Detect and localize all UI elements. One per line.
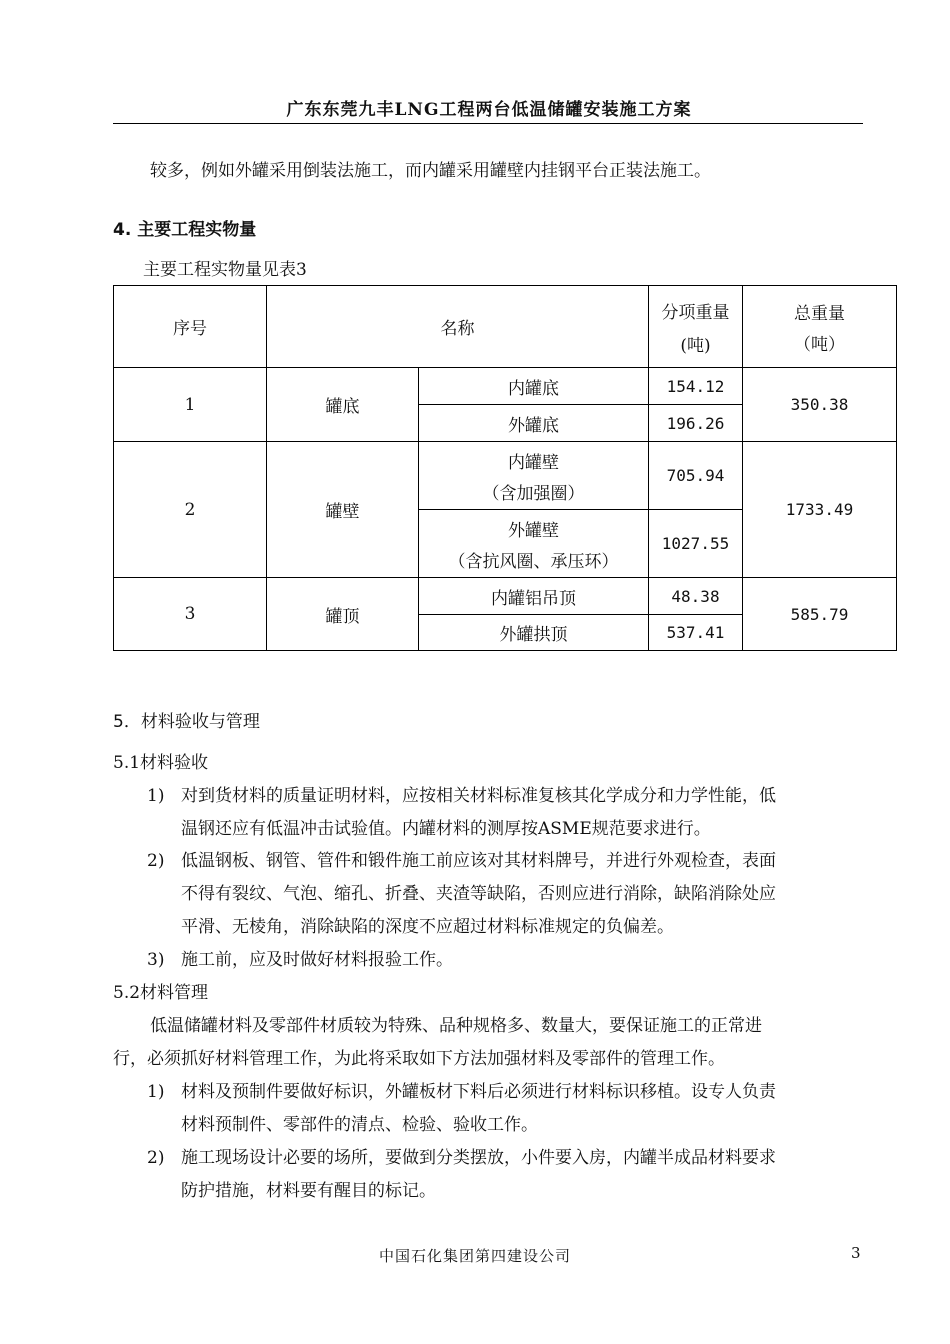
group-total-cell: 585.79: [743, 578, 897, 651]
table-row: [114, 578, 897, 615]
paragraph-line: 低温储罐材料及零部件材质较为特殊、品种规格多、数量大，要保证施工的正常进: [150, 1016, 762, 1036]
list-item: [147, 944, 863, 977]
list-number: 3): [147, 950, 165, 970]
item-name-cell: [419, 442, 649, 510]
table-header-row: [114, 286, 897, 368]
table-row: [114, 442, 897, 510]
list-text-line: 对到货材料的质量证明材料，应按相关材料标准复核其化学成分和力学性能，低: [181, 786, 776, 806]
list-text-line: 材料及预制件要做好标识，外罐板材下料后必须进行材料标识移植。设专人负责: [181, 1082, 776, 1102]
section-5-1-heading: 5.1材料验收: [113, 753, 209, 773]
list-text-line: 材料预制件、零部件的清点、检验、验收工作。: [181, 1115, 538, 1135]
page-number: 3: [851, 1244, 861, 1262]
header-total-weight: [743, 286, 897, 368]
list-text-line: 不得有裂纹、气泡、缩孔、折叠、夹渣等缺陷，否则应进行消除，缺陷消除处应: [181, 884, 776, 904]
list-item: [147, 845, 863, 944]
list-number: 2): [147, 851, 165, 871]
list-item: [147, 780, 863, 846]
quantity-table: [113, 285, 897, 651]
section-4-heading: 4. 主要工程实物量: [113, 220, 257, 240]
paragraph-line: 行，必须抓好材料管理工作，为此将采取如下方法加强材料及零部件的管理工作。: [113, 1049, 725, 1069]
group-name-cell: 罐顶: [267, 578, 419, 651]
header-total-weight-label: 总重量: [794, 303, 845, 324]
list-item: [147, 1142, 863, 1208]
section-5-heading: 5．材料验收与管理: [113, 712, 260, 732]
table-row: [114, 368, 897, 405]
intro-line: 较多，例如外罐采用倒装法施工，而内罐采用罐壁内挂钢平台正装法施工。: [150, 161, 711, 181]
item-weight-cell: 1027.55: [649, 510, 743, 578]
list-number: 1): [147, 786, 165, 806]
item-name-line1: 外罐壁: [508, 520, 559, 541]
section-5-2-heading: 5.2材料管理: [113, 983, 209, 1003]
item-name-cell: 外罐底: [419, 405, 649, 442]
list-text-line: 低温钢板、钢管、管件和锻件施工前应该对其材料牌号，并进行外观检查，表面: [181, 851, 776, 871]
seq-cell: 1: [114, 368, 267, 442]
group-total-cell: 1733.49: [743, 442, 897, 578]
list-item: [147, 1076, 863, 1142]
table-caption: 主要工程实物量见表3: [143, 260, 307, 280]
header-seq: 序号: [114, 286, 267, 368]
item-name-line2: （含抗风圈、承压环）: [448, 551, 619, 572]
header-sub-weight-label: 分项重量: [661, 302, 730, 323]
list-text-line: 施工前，应及时做好材料报验工作。: [181, 950, 453, 970]
header-sub-weight-unit: (吨): [680, 335, 711, 356]
item-name-line1: 内罐壁: [508, 452, 559, 473]
item-name-cell: 内罐铝吊顶: [419, 578, 649, 615]
header-sub-weight: [649, 286, 743, 368]
item-name-cell: [419, 510, 649, 578]
item-name-line2: （含加强圈）: [482, 483, 585, 504]
item-weight-cell: 705.94: [649, 442, 743, 510]
item-name-cell: 内罐底: [419, 368, 649, 405]
list-number: 1): [147, 1082, 165, 1102]
item-weight-cell: 154.12: [649, 368, 743, 405]
item-weight-cell: 537.41: [649, 615, 743, 651]
page-header-title: 广东东莞九丰LNG工程两台低温储罐安装施工方案: [286, 100, 692, 120]
list-text-line: 施工现场设计必要的场所，要做到分类摆放，小件要入房，内罐半成品材料要求: [181, 1148, 776, 1168]
list-text-line: 防护措施，材料要有醒目的标记。: [181, 1181, 436, 1201]
seq-cell: 3: [114, 578, 267, 651]
group-total-cell: 350.38: [743, 368, 897, 442]
header-name: 名称: [267, 286, 649, 368]
list-text-line: 平滑、无棱角，消除缺陷的深度不应超过材料标准规定的负偏差。: [181, 917, 674, 937]
list-number: 2): [147, 1148, 165, 1168]
header-total-weight-unit: （吨）: [794, 334, 845, 355]
item-weight-cell: 196.26: [649, 405, 743, 442]
footer-company: 中国石化集团第四建设公司: [378, 1247, 571, 1265]
list-text-line: 温钢还应有低温冲击试验值。内罐材料的测厚按ASME规范要求进行。: [181, 819, 711, 839]
seq-cell: 2: [114, 442, 267, 578]
item-weight-cell: 48.38: [649, 578, 743, 615]
group-name-cell: 罐底: [267, 368, 419, 442]
group-name-cell: 罐壁: [267, 442, 419, 578]
item-name-cell: 外罐拱顶: [419, 615, 649, 651]
header-divider: [113, 123, 863, 124]
